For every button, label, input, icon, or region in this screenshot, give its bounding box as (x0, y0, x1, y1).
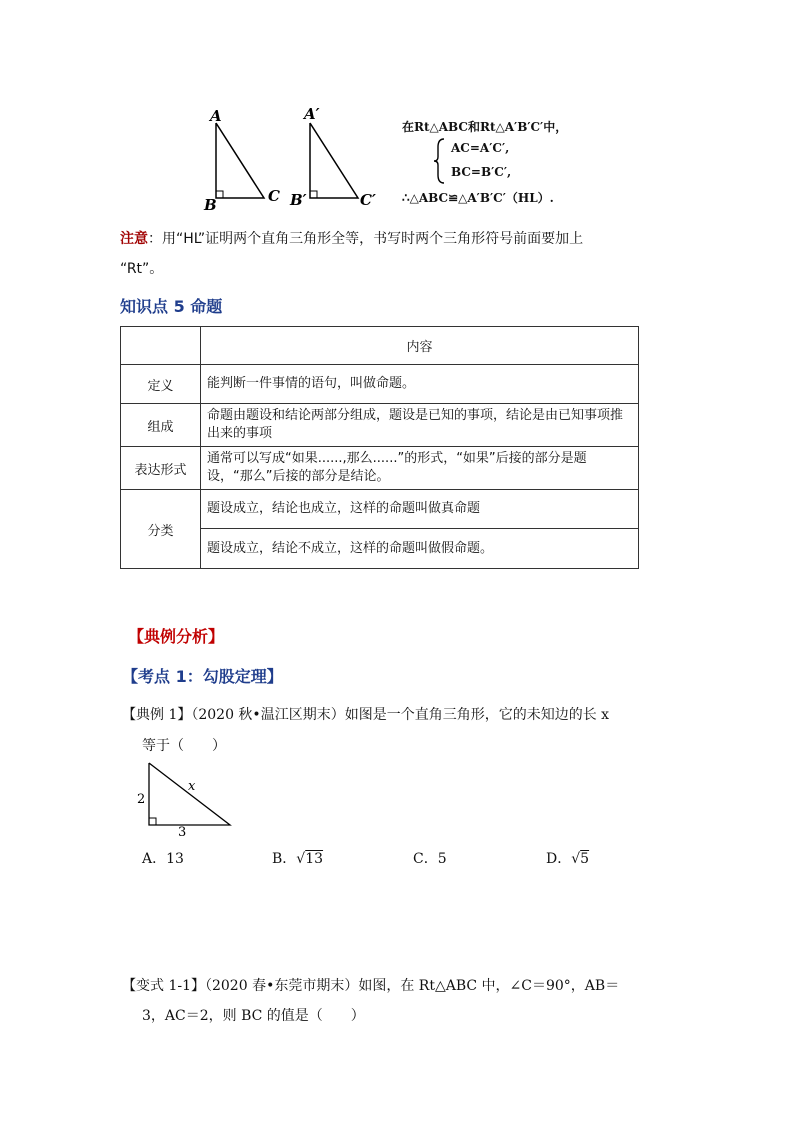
table-header-content: 内容 (201, 327, 639, 365)
row-content-composition: 命题由题设和结论两部分组成，题设是已知的事项，结论是由已知事项推出来的事项 (201, 404, 639, 447)
concept-table (120, 326, 639, 569)
example1-question-line1: 【典例 1】（2020 秋•温江区期末）如图是一个直角三角形，它的未知边的长 x (122, 707, 610, 723)
table-row (121, 490, 639, 529)
vertex-a-label: A (210, 107, 222, 125)
table-header-row (121, 327, 639, 365)
vertex-c-label: C (268, 187, 280, 205)
option-b-radicand: 13 (305, 851, 324, 867)
row-label-composition: 组成 (121, 404, 201, 447)
note-line-2: “Rt”。 (120, 261, 164, 277)
row-content-definition: 能判断一件事情的语句，叫做命题。 (201, 365, 639, 404)
kaodian-heading: 【考点 1：勾股定理】 (122, 667, 283, 686)
vertex-b-prime-label: B′ (290, 191, 307, 209)
table-row (121, 447, 639, 490)
section-title: 知识点 5 命题 (120, 297, 223, 316)
hl-proof-line-2: AC=A′C′, (451, 141, 510, 155)
option-a: A．13 (142, 851, 184, 867)
sqrt-sign-icon: √ (571, 851, 581, 867)
hl-proof-line-4: ∴△ABC≌△A′B′C′（HL）. (402, 191, 554, 205)
note-line-1 (120, 228, 583, 248)
side-label-hyp: x (188, 779, 196, 794)
option-d (546, 848, 589, 868)
side-label-left: 2 (137, 792, 146, 807)
row-label-definition: 定义 (121, 365, 201, 404)
hl-proof-line-1: 在Rt△ABC和Rt△A′B′C′中， (402, 120, 568, 134)
row-label-expression: 表达形式 (121, 447, 201, 490)
note-text-1: ：用“HL”证明两个直角三角形全等，书写时两个三角形符号前面要加上 (148, 231, 584, 247)
variant1-question-line1: 【变式 1-1】（2020 春•东莞市期末）如图，在 Rt△ABC 中，∠C＝90°，AB＝ (122, 978, 620, 994)
right-triangle-figure (134, 760, 244, 840)
hl-triangles-figure (196, 100, 396, 215)
hl-proof-line-3: BC=B′C′, (451, 165, 512, 179)
example1-question-line2: 等于（ ） (142, 738, 226, 754)
side-label-bottom: 3 (178, 825, 187, 840)
table-row (121, 365, 639, 404)
brace-icon (432, 137, 446, 185)
row-content-expression: 通常可以写成“如果......,那么......”的形式，“如果”后接的部分是题设，“那么”后接的部分是结论。 (201, 447, 639, 490)
vertex-a-prime-label: A′ (304, 105, 320, 123)
option-c: C．5 (413, 851, 447, 867)
row-content-true-proposition: 题设成立，结论也成立，这样的命题叫做真命题 (201, 490, 639, 529)
triangle-abc-prime (289, 105, 376, 209)
option-b-letter: B． (272, 851, 297, 867)
option-d-radicand: 5 (580, 851, 590, 867)
example-heading: 【典例分析】 (128, 627, 225, 646)
note-label: 注意 (120, 231, 148, 247)
variant1-question-line2: 3，AC＝2，则 BC 的值是（ ） (142, 1008, 365, 1024)
triangle-abc (203, 107, 280, 214)
vertex-b-label: B (204, 196, 217, 214)
option-d-letter: D． (546, 851, 572, 867)
sqrt-sign-icon: √ (296, 851, 306, 867)
table-header-empty (121, 327, 201, 365)
table-row (121, 404, 639, 447)
option-b (272, 848, 323, 868)
vertex-c-prime-label: C′ (360, 191, 376, 209)
row-label-classification: 分类 (121, 490, 201, 569)
row-content-false-proposition: 题设成立，结论不成立，这样的命题叫做假命题。 (201, 529, 639, 569)
